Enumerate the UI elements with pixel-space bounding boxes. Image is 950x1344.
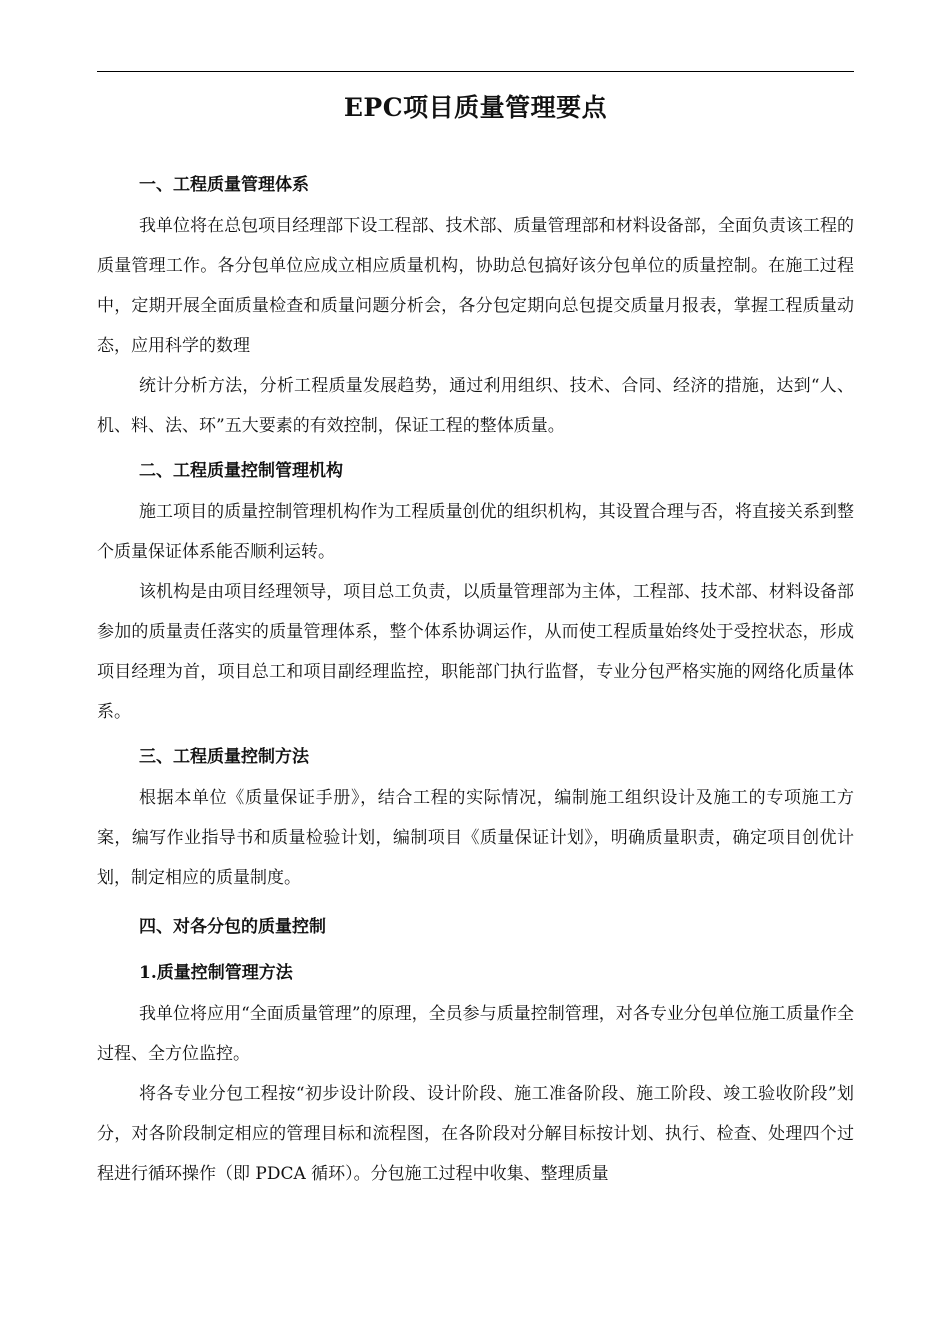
subsection-heading: 1.质量控制管理方法 (139, 963, 293, 983)
subsection-control-management-method (97, 956, 854, 1194)
section-control-organization (97, 454, 854, 732)
paragraph: 将各专业分包工程按“初步设计阶段、设计阶段、施工准备阶段、施工阶段、竣工验收阶段”划分，对各阶段制定相应的管理目标和流程图，在各阶段对分解目标按计划、执行、检查、处理四个过程进行循环操作（即 PDCA 循环）。分包施工过程中收集、整理质量 (97, 1084, 854, 1184)
paragraph: 我单位将在总包项目经理部下设工程部、技术部、质量管理部和材料设备部，全面负责该工程的质量管理工作。各分包单位应成立相应质量机构，协助总包搞好该分包单位的质量控制。在施工过程中，定期开展全面质量检查和质量问题分析会，各分包定期向总包提交质量月报表，掌握工程质量动态，应用科学的数理 (97, 216, 854, 356)
section-heading: 四、对各分包的质量控制 (139, 917, 326, 937)
paragraph: 施工项目的质量控制管理机构作为工程质量创优的组织机构，其设置合理与否，将直接关系到整个质量保证体系能否顺利运转。 (97, 502, 854, 562)
paragraph: 该机构是由项目经理领导，项目总工负责，以质量管理部为主体，工程部、技术部、材料设备部参加的质量责任落实的质量管理体系，整个体系协调运作，从而使工程质量始终处于受控状态，形成项目经理为首，项目总工和项目副经理监控，职能部门执行监督，专业分包严格实施的网络化质量体系。 (97, 582, 854, 722)
document-body (97, 168, 854, 1194)
section-quality-system (97, 168, 854, 446)
section-heading: 一、工程质量管理体系 (139, 175, 309, 195)
section-heading: 三、工程质量控制方法 (139, 747, 309, 767)
header-rule (97, 71, 854, 72)
section-control-methods (97, 740, 854, 898)
paragraph: 统计分析方法，分析工程质量发展趋势，通过利用组织、技术、合同、经济的措施，达到“人、机、料、法、环”五大要素的有效控制，保证工程的整体质量。 (97, 376, 854, 436)
document-title: EPC项目质量管理要点 (343, 93, 608, 122)
paragraph: 我单位将应用“全面质量管理”的原理，全员参与质量控制管理，对各专业分包单位施工质量作全过程、全方位监控。 (97, 1004, 854, 1064)
section-subcontractor-control (97, 910, 854, 944)
section-heading: 二、工程质量控制管理机构 (139, 461, 343, 481)
paragraph: 根据本单位《质量保证手册》，结合工程的实际情况，编制施工组织设计及施工的专项施工方案，编写作业指导书和质量检验计划，编制项目《质量保证计划》，明确质量职责，确定项目创优计划，制定相应的质量制度。 (97, 788, 854, 888)
